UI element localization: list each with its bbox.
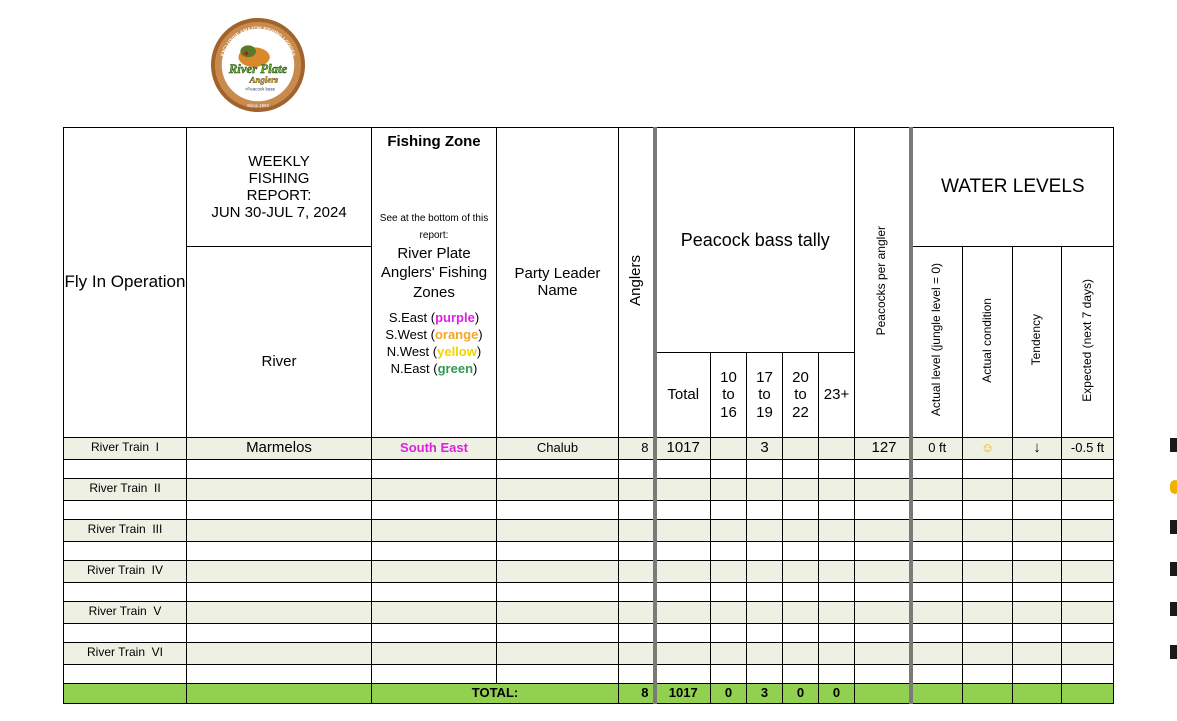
spacer-cell xyxy=(497,623,619,642)
spacer-cell xyxy=(1062,541,1114,560)
tally-bin-20-22-cell xyxy=(783,519,819,541)
spacer-cell xyxy=(1062,459,1114,478)
spacer-cell xyxy=(372,582,497,601)
river-plate-anglers-logo xyxy=(209,16,307,114)
tally-bin-17-19-cell xyxy=(747,560,783,582)
tally-bin-20-22-header: 20 to 22 xyxy=(783,353,819,437)
spacer-cell xyxy=(64,582,187,601)
zone-cell xyxy=(372,642,497,664)
totals-cell xyxy=(1013,683,1062,703)
actual-level-cell xyxy=(911,560,963,582)
table-row xyxy=(64,601,1114,623)
spacer-cell xyxy=(1013,500,1062,519)
logo-brand-line2: Anglers xyxy=(249,74,279,85)
spacer-cell xyxy=(187,623,372,642)
per-angler-cell xyxy=(855,478,911,500)
spacer-cell xyxy=(1013,582,1062,601)
spacer-cell xyxy=(783,623,819,642)
spacer-cell xyxy=(711,500,747,519)
spacer-cell xyxy=(855,541,911,560)
anglers-cell xyxy=(619,519,655,541)
spacer-cell xyxy=(911,582,963,601)
per-angler-cell: 127 xyxy=(855,437,911,459)
water-levels-header: WATER LEVELS xyxy=(911,128,1114,247)
tally-bin-10-16-cell xyxy=(711,560,747,582)
spacer-cell xyxy=(655,664,711,683)
totals-bin-10-16: 0 xyxy=(711,683,747,703)
spacer-cell xyxy=(963,459,1013,478)
fly-in-operation-header: Fly In Operation xyxy=(64,128,187,438)
spacer-cell xyxy=(911,459,963,478)
per-angler-cell xyxy=(855,642,911,664)
spacer-cell xyxy=(1062,623,1114,642)
spacer-cell xyxy=(64,664,187,683)
river-cell xyxy=(187,560,372,582)
actual-condition-cell xyxy=(963,642,1013,664)
weekly-fishing-report-table xyxy=(63,127,1114,704)
spacer-cell xyxy=(187,541,372,560)
spacer-cell xyxy=(372,623,497,642)
spacer-cell xyxy=(747,582,783,601)
logo-tagline: ≈Peacock bass xyxy=(245,86,275,92)
anglers-cell xyxy=(619,642,655,664)
spacer-cell xyxy=(819,541,855,560)
tally-bin-17-19-cell xyxy=(747,519,783,541)
totals-cell xyxy=(1062,683,1114,703)
spacer-cell xyxy=(372,541,497,560)
actual-condition-cell xyxy=(963,601,1013,623)
tally-bin-20-22-cell xyxy=(783,560,819,582)
spacer-cell xyxy=(1013,459,1062,478)
expected-header: Expected (next 7 days) xyxy=(1062,247,1114,437)
spacer-cell xyxy=(619,623,655,642)
operation-cell: River Train I xyxy=(64,437,187,459)
tally-bin-10-16-header: 10 to 16 xyxy=(711,353,747,437)
tally-bin-17-19-cell: 3 xyxy=(747,437,783,459)
totals-bin-17-19: 3 xyxy=(747,683,783,703)
spacer-cell xyxy=(64,459,187,478)
zone-cell xyxy=(372,478,497,500)
spacer-cell xyxy=(963,500,1013,519)
tally-total-cell xyxy=(655,560,711,582)
spacer-cell xyxy=(711,582,747,601)
spacer-cell xyxy=(187,664,372,683)
tally-total-cell: 1017 xyxy=(655,437,711,459)
actual-level-cell xyxy=(911,519,963,541)
offscreen-fragment xyxy=(1170,520,1177,534)
tally-bin-10-16-cell xyxy=(711,437,747,459)
spacer-cell xyxy=(819,582,855,601)
actual-level-cell xyxy=(911,478,963,500)
spacer-cell xyxy=(819,500,855,519)
spacer-cell xyxy=(963,582,1013,601)
operation-cell: River Train VI xyxy=(64,642,187,664)
offscreen-fragment xyxy=(1170,602,1177,616)
zone-cell xyxy=(372,560,497,582)
tendency-cell xyxy=(1013,519,1062,541)
spacer-cell xyxy=(187,500,372,519)
totals-bin-23-plus: 0 xyxy=(819,683,855,703)
river-header: River xyxy=(187,247,372,437)
spacer-cell xyxy=(783,664,819,683)
leader-cell xyxy=(497,519,619,541)
per-angler-cell xyxy=(855,601,911,623)
tally-bin-20-22-cell xyxy=(783,642,819,664)
tendency-cell: ↓ xyxy=(1013,437,1062,459)
spacer-cell xyxy=(619,459,655,478)
tally-total-header: Total xyxy=(655,353,711,437)
spacer-cell xyxy=(747,541,783,560)
table-row xyxy=(64,437,1114,459)
river-cell xyxy=(187,478,372,500)
tally-bin-23-plus-cell xyxy=(819,601,855,623)
tally-total-cell xyxy=(655,519,711,541)
spacer-cell xyxy=(747,500,783,519)
anglers-cell: 8 xyxy=(619,437,655,459)
spacer-cell xyxy=(372,459,497,478)
tally-bin-10-16-cell xyxy=(711,519,747,541)
tally-bin-23-plus-cell xyxy=(819,478,855,500)
totals-cell xyxy=(64,683,187,703)
spacer-cell xyxy=(911,623,963,642)
leader-cell xyxy=(497,601,619,623)
spacer-cell xyxy=(1013,541,1062,560)
river-cell: Marmelos xyxy=(187,437,372,459)
spacer-cell xyxy=(711,623,747,642)
spacer-cell xyxy=(855,500,911,519)
totals-anglers: 8 xyxy=(619,683,655,703)
zone-legend-item: N.West (yellow) xyxy=(386,344,482,360)
party-leader-header: Party Leader Name xyxy=(497,128,619,438)
fishing-zone-header: Fishing Zone See at the bottom of this report: River Plate Anglers' Fishing Zones S.East (purple) S.West (orange) N.West (yellow) N.East (green) xyxy=(372,128,497,438)
offscreen-fragment xyxy=(1170,562,1177,576)
zone-legend xyxy=(372,310,496,378)
actual-level-cell xyxy=(911,642,963,664)
spacer-row xyxy=(64,623,1114,642)
spacer-cell xyxy=(711,459,747,478)
spacer-cell xyxy=(783,541,819,560)
zone-legend-item: S.West (orange) xyxy=(385,327,483,343)
zone-legend-item: S.East (purple) xyxy=(388,310,480,326)
totals-bin-20-22: 0 xyxy=(783,683,819,703)
spacer-row xyxy=(64,664,1114,683)
anglers-cell xyxy=(619,601,655,623)
actual-condition-cell xyxy=(963,478,1013,500)
spacer-cell xyxy=(187,459,372,478)
spacer-cell xyxy=(747,664,783,683)
per-angler-cell xyxy=(855,519,911,541)
tally-bin-10-16-cell xyxy=(711,642,747,664)
leader-cell xyxy=(497,642,619,664)
spacer-row xyxy=(64,541,1114,560)
expected-cell: -0.5 ft xyxy=(1062,437,1114,459)
zone-legend-item: N.East (green) xyxy=(390,361,478,377)
tally-bin-10-16-cell xyxy=(711,601,747,623)
offscreen-fragment xyxy=(1170,645,1177,659)
table-row xyxy=(64,478,1114,500)
spacer-cell xyxy=(711,664,747,683)
tally-bin-10-16-cell xyxy=(711,478,747,500)
totals-total: 1017 xyxy=(655,683,711,703)
spacer-cell xyxy=(497,541,619,560)
anglers-header: Anglers xyxy=(619,128,655,438)
spacer-cell xyxy=(64,541,187,560)
table-row xyxy=(64,519,1114,541)
peacock-tally-header: Peacock bass tally xyxy=(655,128,855,353)
tally-bin-17-19-cell xyxy=(747,478,783,500)
tally-total-cell xyxy=(655,478,711,500)
spacer-cell xyxy=(963,541,1013,560)
spacer-cell xyxy=(619,582,655,601)
spacer-cell xyxy=(497,664,619,683)
spacer-cell xyxy=(1062,582,1114,601)
tendency-cell xyxy=(1013,560,1062,582)
tendency-cell xyxy=(1013,601,1062,623)
actual-condition-cell xyxy=(963,519,1013,541)
spacer-cell xyxy=(497,459,619,478)
operation-cell: River Train II xyxy=(64,478,187,500)
tally-bin-23-plus-cell xyxy=(819,642,855,664)
logo-brand-line1: River Plate xyxy=(228,61,288,76)
expected-cell xyxy=(1062,560,1114,582)
anglers-cell xyxy=(619,478,655,500)
spacer-cell xyxy=(655,582,711,601)
spacer-cell xyxy=(497,500,619,519)
totals-label: TOTAL: xyxy=(372,683,619,703)
tally-bin-23-plus-cell xyxy=(819,560,855,582)
actual-condition-cell xyxy=(963,560,1013,582)
spacer-cell xyxy=(855,582,911,601)
spacer-cell xyxy=(655,459,711,478)
per-angler-cell xyxy=(855,560,911,582)
spacer-cell xyxy=(1013,664,1062,683)
logo-since: Since 1992 xyxy=(246,103,270,109)
tally-bin-17-19-cell xyxy=(747,642,783,664)
tally-bin-17-19-header: 17 to 19 xyxy=(747,353,783,437)
spacer-cell xyxy=(747,459,783,478)
logo-ring-text: EXCLUSIVE AMAZON FISHING LODGES xyxy=(220,26,296,58)
tally-bin-23-plus-cell xyxy=(819,437,855,459)
tendency-cell xyxy=(1013,642,1062,664)
expected-cell xyxy=(1062,478,1114,500)
spacer-cell xyxy=(747,623,783,642)
expected-cell xyxy=(1062,601,1114,623)
spacer-cell xyxy=(64,500,187,519)
spacer-cell xyxy=(783,500,819,519)
spacer-cell xyxy=(963,664,1013,683)
river-cell xyxy=(187,519,372,541)
tally-bin-20-22-cell xyxy=(783,478,819,500)
leader-cell xyxy=(497,560,619,582)
table-row xyxy=(64,642,1114,664)
spacer-cell xyxy=(655,500,711,519)
spacer-cell xyxy=(64,623,187,642)
zone-cell xyxy=(372,519,497,541)
tally-total-cell xyxy=(655,601,711,623)
offscreen-fragment xyxy=(1170,480,1177,494)
totals-cell xyxy=(187,683,372,703)
zone-cell: South East xyxy=(372,437,497,459)
spacer-cell xyxy=(783,459,819,478)
expected-cell xyxy=(1062,519,1114,541)
spacer-row xyxy=(64,582,1114,601)
tally-bin-23-plus-cell xyxy=(819,519,855,541)
spacer-cell xyxy=(187,582,372,601)
actual-level-cell: 0 ft xyxy=(911,437,963,459)
tally-bin-23-plus-header: 23+ xyxy=(819,353,855,437)
totals-cell xyxy=(963,683,1013,703)
operation-cell: River Train IV xyxy=(64,560,187,582)
spacer-cell xyxy=(911,664,963,683)
spacer-row xyxy=(64,459,1114,478)
tally-bin-17-19-cell xyxy=(747,601,783,623)
spacer-cell xyxy=(1062,664,1114,683)
weekly-report-title: WEEKLY FISHING REPORT: JUN 30-JUL 7, 2024 xyxy=(187,128,372,247)
spacer-cell xyxy=(372,664,497,683)
peacocks-per-angler-header: Peacocks per angler xyxy=(855,128,911,438)
spacer-cell xyxy=(963,623,1013,642)
spacer-cell xyxy=(497,582,619,601)
spacer-cell xyxy=(855,623,911,642)
leader-cell: Chalub xyxy=(497,437,619,459)
river-cell xyxy=(187,601,372,623)
expected-cell xyxy=(1062,642,1114,664)
anglers-cell xyxy=(619,560,655,582)
leader-cell xyxy=(497,478,619,500)
spacer-cell xyxy=(1062,500,1114,519)
spacer-cell xyxy=(372,500,497,519)
spacer-cell xyxy=(1013,623,1062,642)
totals-cell xyxy=(855,683,911,703)
operation-cell: River Train V xyxy=(64,601,187,623)
spacer-cell xyxy=(911,541,963,560)
spacer-cell xyxy=(855,664,911,683)
actual-level-cell xyxy=(911,601,963,623)
tally-total-cell xyxy=(655,642,711,664)
operation-cell: River Train III xyxy=(64,519,187,541)
tally-bin-20-22-cell xyxy=(783,437,819,459)
spacer-cell xyxy=(711,541,747,560)
spacer-cell xyxy=(911,500,963,519)
spacer-cell xyxy=(655,541,711,560)
spacer-cell xyxy=(619,664,655,683)
spacer-cell xyxy=(655,623,711,642)
spacer-cell xyxy=(619,500,655,519)
spacer-cell xyxy=(619,541,655,560)
table-row xyxy=(64,560,1114,582)
totals-row xyxy=(64,683,1114,703)
river-cell xyxy=(187,642,372,664)
spacer-cell xyxy=(819,623,855,642)
totals-cell xyxy=(911,683,963,703)
spacer-cell xyxy=(819,664,855,683)
zone-cell xyxy=(372,601,497,623)
tendency-header: Tendency xyxy=(1013,247,1062,437)
actual-condition-header: Actual condition xyxy=(963,247,1013,437)
tendency-cell xyxy=(1013,478,1062,500)
spacer-cell xyxy=(819,459,855,478)
actual-level-header: Actual level (jungle level = 0) xyxy=(911,247,963,437)
spacer-cell xyxy=(855,459,911,478)
spacer-cell xyxy=(783,582,819,601)
spacer-row xyxy=(64,500,1114,519)
actual-condition-cell: ☺ xyxy=(963,437,1013,459)
tally-bin-20-22-cell xyxy=(783,601,819,623)
offscreen-fragment xyxy=(1170,438,1177,452)
